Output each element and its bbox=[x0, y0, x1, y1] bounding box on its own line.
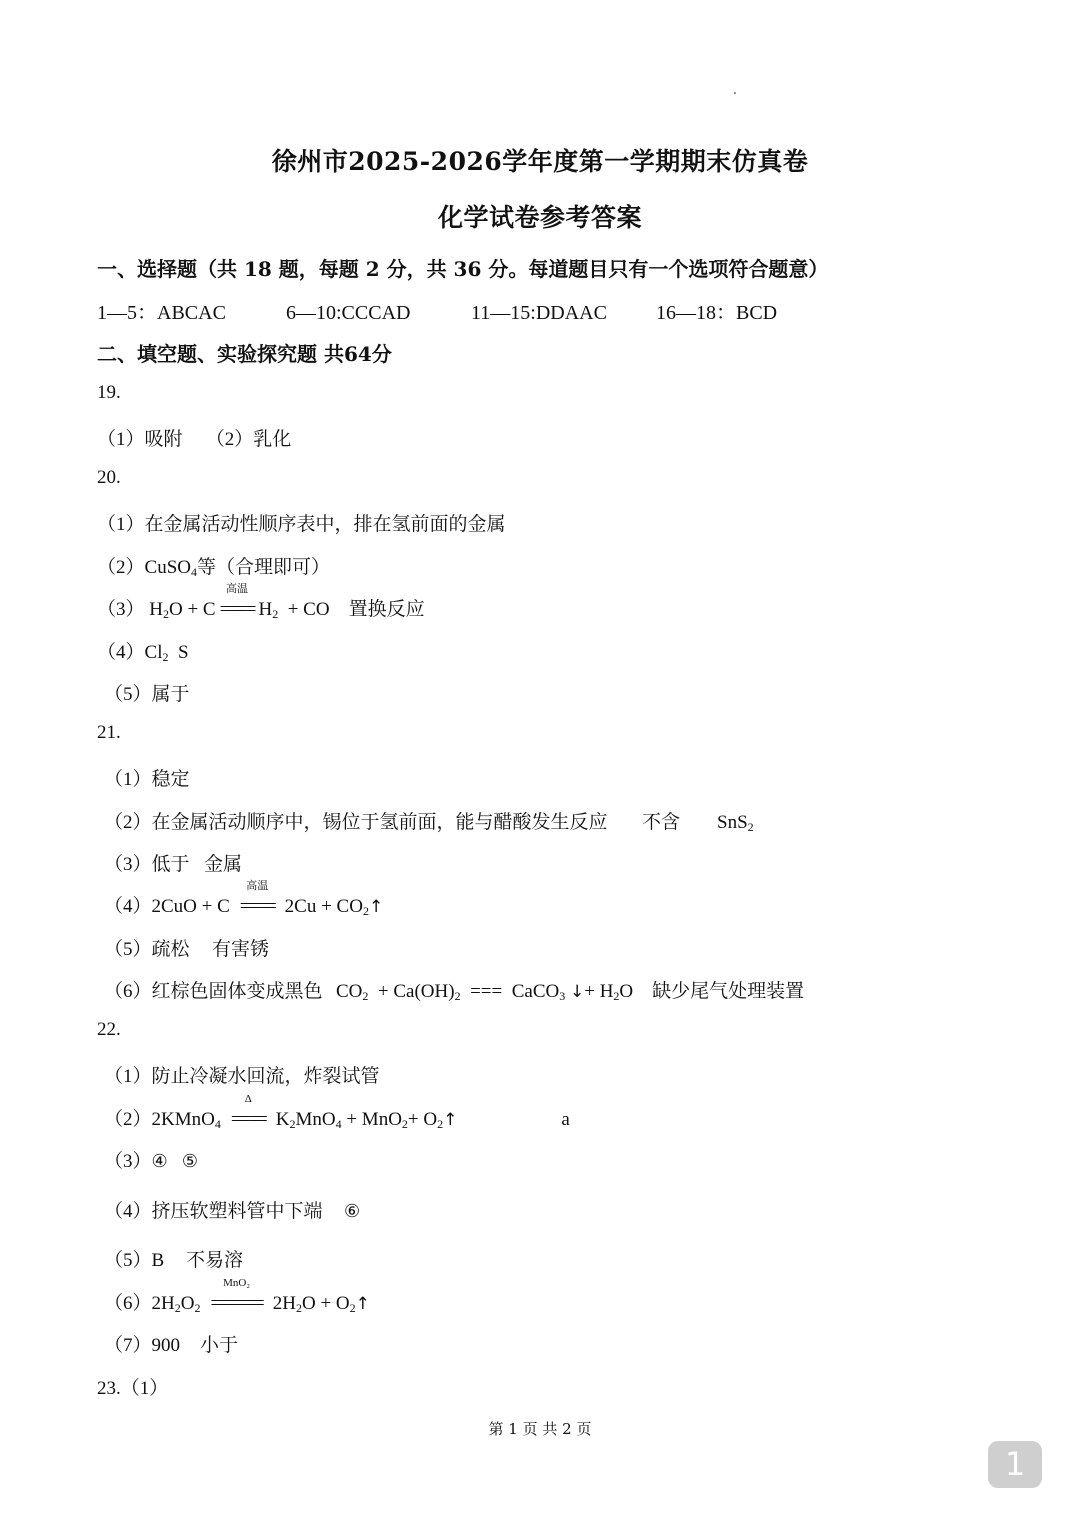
q22-a6-left-sub: 2 bbox=[174, 1301, 181, 1315]
q22-a2-plus-sub: 2 bbox=[401, 1117, 408, 1131]
q20-a1: （1）在金属活动性顺序表中，排在氢前面的金属 bbox=[97, 514, 506, 535]
q22-a2-condition bbox=[230, 1093, 266, 1131]
q22-a4 bbox=[104, 1196, 360, 1223]
q21-a4-right: 2Cu + CO bbox=[284, 896, 363, 917]
answers-16-18: 16—18：BCD bbox=[656, 302, 778, 324]
q21-a6 bbox=[104, 976, 804, 1003]
q20-a3-condition bbox=[219, 583, 255, 621]
q20-a2-rest: 等（合理即可） bbox=[196, 557, 330, 578]
q22-a2-left-sub: 4 bbox=[214, 1117, 221, 1131]
q21-a2-sns-sub: 2 bbox=[747, 820, 754, 834]
q21-a4-condition bbox=[239, 880, 275, 918]
q19-answers bbox=[97, 424, 291, 451]
section-2-heading: 二、填空题、实验探究题 共64分 bbox=[97, 342, 392, 366]
q20-a3-o: O + C bbox=[169, 599, 216, 620]
q22-a2-mno-sub: 4 bbox=[335, 1117, 342, 1131]
q19-a2: （2）乳化 bbox=[205, 429, 292, 450]
q20-a4-cl-sub: 2 bbox=[162, 650, 169, 664]
q21-a2-text: （2）在金属活动顺序中，锡位于氢前面，能与醋酸发生反应 bbox=[104, 812, 608, 833]
q22-a2 bbox=[104, 1093, 570, 1131]
page-number-badge[interactable]: 1 bbox=[988, 1441, 1042, 1488]
q22-a2-mno: MnO bbox=[295, 1109, 336, 1130]
q22-a6-condition bbox=[210, 1277, 263, 1315]
up-arrow-icon: ↑ bbox=[368, 897, 384, 917]
q21-a6-text: （6）红棕色固体变成黑色 bbox=[104, 981, 323, 1002]
circled-4-icon: ④ bbox=[151, 1151, 168, 1172]
q21-a1: （1）稳定 bbox=[104, 769, 190, 790]
q22-a6-cond-label: MnO₂ bbox=[223, 1277, 251, 1289]
q21-a6-co2-sub: 2 bbox=[362, 989, 369, 1003]
down-arrow-icon: ↓ bbox=[569, 982, 585, 1002]
q22-a2-left: （2）2KMnO bbox=[104, 1109, 215, 1130]
q22-a6-eq: ====== bbox=[210, 1293, 263, 1314]
q20-a4-cl: Cl bbox=[144, 642, 163, 663]
q21-a6-h2o-sub: 2 bbox=[613, 989, 620, 1003]
q20-a5: （5）属于 bbox=[104, 684, 190, 705]
q21-a2-sns: SnS bbox=[717, 812, 748, 833]
page-footer: 第 1 页 共 2 页 bbox=[488, 1420, 592, 1438]
q20-a3-h-sub: 2 bbox=[163, 607, 169, 621]
q22-a6-left-o: O bbox=[180, 1293, 195, 1314]
speck-mark bbox=[734, 92, 736, 94]
q20-a3-eq: ==== bbox=[219, 599, 255, 620]
q22-a1: （1）防止冷凝水回流，炸裂试管 bbox=[104, 1066, 380, 1087]
q21-a6-caco: CaCO bbox=[511, 981, 560, 1002]
page-subtitle: 化学试卷参考答案 bbox=[437, 203, 642, 232]
q21-a6-o: O bbox=[619, 981, 634, 1002]
q21-a6-caco-sub: 3 bbox=[559, 989, 566, 1003]
answers-11-15: 11—15:DDAAC bbox=[471, 302, 607, 324]
choice-answers-row bbox=[97, 296, 777, 325]
q20-a3-h2-sub: 2 bbox=[272, 607, 279, 621]
q20-a3-label: （3） bbox=[97, 599, 145, 620]
section-1-heading: 一、选择题（共 18 题，每题 2 分，共 36 分。每道题目只有一个选项符合题意） bbox=[97, 257, 829, 281]
q22-a6-right: 2H bbox=[272, 1293, 296, 1314]
q22-a6 bbox=[104, 1277, 370, 1315]
q22-a5-b: 不易溶 bbox=[186, 1250, 244, 1271]
q20-a4 bbox=[97, 637, 189, 664]
q19-a1: （1）吸附 bbox=[97, 429, 183, 450]
q22-a7-text: （7）900 bbox=[104, 1335, 181, 1356]
q22-a2-k: K bbox=[275, 1109, 290, 1130]
q21-a6-eq: === bbox=[470, 981, 503, 1002]
q22-a3 bbox=[104, 1146, 198, 1173]
q20-a3-rest: + CO bbox=[287, 599, 330, 620]
q22-a7 bbox=[104, 1330, 238, 1357]
q22-number: 22. bbox=[97, 1019, 121, 1040]
q21-a6-co2: CO bbox=[336, 981, 363, 1002]
q20-number: 20. bbox=[97, 467, 121, 488]
q21-a5-b: 有害锈 bbox=[212, 939, 270, 960]
q22-a2-cond-label: Δ bbox=[244, 1093, 252, 1105]
q22-a2-o-sub: 2 bbox=[437, 1117, 444, 1131]
q21-number: 21. bbox=[97, 722, 121, 743]
q20-a3-cond-label: 高温 bbox=[226, 583, 249, 595]
q23-number: 23.（1） bbox=[97, 1378, 169, 1399]
q20-a3 bbox=[97, 583, 425, 621]
q21-a2-b: 不含 bbox=[642, 812, 681, 833]
q22-a2-o: + O bbox=[407, 1109, 438, 1130]
up-arrow-icon: ↑ bbox=[443, 1110, 458, 1130]
q22-a2-plus: + MnO bbox=[346, 1109, 402, 1130]
q21-a3-b: 金属 bbox=[204, 854, 243, 875]
q22-a6-right-sub2: 2 bbox=[349, 1301, 356, 1315]
q21-a6-extra: 缺少尾气处理装置 bbox=[652, 981, 805, 1002]
q22-a5-text: （5）B bbox=[104, 1250, 165, 1271]
answers-1-5: 1—5：ABCAC bbox=[97, 302, 226, 324]
q21-a2 bbox=[104, 807, 754, 834]
q21-a3 bbox=[104, 849, 242, 876]
q22-a2-eq: ==== bbox=[230, 1109, 266, 1130]
q21-a6-plus2: + H bbox=[584, 981, 614, 1002]
answers-6-10: 6—10:CCCAD bbox=[286, 302, 411, 324]
q20-a2-label: （2） bbox=[97, 557, 145, 578]
q21-a5-text: （5）疏松 bbox=[104, 939, 190, 960]
circled-6-icon: ⑥ bbox=[344, 1201, 361, 1222]
q20-a2-formula: CuSO bbox=[144, 557, 191, 578]
q22-a6-right-o: O + O bbox=[302, 1293, 350, 1314]
page-title: 徐州市2025-2026学年度第一学期期末仿真卷 bbox=[271, 147, 809, 176]
q21-a4-cond-label: 高温 bbox=[246, 880, 269, 892]
q21-a4-eq: ==== bbox=[239, 896, 275, 917]
q22-a4-text: （4）挤压软塑料管中下端 bbox=[104, 1201, 323, 1222]
q21-a3-text: （3）低于 bbox=[104, 854, 190, 875]
q21-a4-sub: 2 bbox=[362, 904, 369, 918]
q22-a6-left-sub2: 2 bbox=[194, 1301, 201, 1315]
q22-a3-label: （3） bbox=[104, 1151, 152, 1172]
q20-a2-sub: 4 bbox=[190, 565, 197, 579]
q22-a2-b: a bbox=[561, 1109, 570, 1130]
q20-a3-type: 置换反应 bbox=[348, 599, 425, 620]
circled-5-icon: ⑤ bbox=[181, 1151, 199, 1172]
q22-a6-left: （6）2H bbox=[104, 1293, 175, 1314]
q21-a4 bbox=[104, 880, 384, 918]
q19-number: 19. bbox=[97, 382, 121, 403]
q20-a4-label: （4） bbox=[97, 642, 145, 663]
q22-a2-k-sub: 2 bbox=[289, 1117, 296, 1131]
q21-a4-left: （4）2CuO + C bbox=[104, 896, 230, 917]
q20-a2 bbox=[97, 552, 330, 579]
q20-a3-h: H bbox=[149, 599, 163, 620]
q22-a6-right-sub: 2 bbox=[296, 1301, 302, 1315]
q20-a4-s: S bbox=[177, 642, 189, 663]
q21-a6-caoh-sub: 2 bbox=[454, 989, 461, 1003]
q20-a3-h2: H bbox=[258, 599, 273, 620]
up-arrow-icon: ↑ bbox=[355, 1294, 370, 1314]
q22-a7-b: 小于 bbox=[200, 1335, 239, 1356]
q22-a5 bbox=[104, 1245, 243, 1272]
q21-a6-plus: + Ca(OH) bbox=[377, 981, 455, 1002]
q21-a5 bbox=[104, 934, 269, 961]
